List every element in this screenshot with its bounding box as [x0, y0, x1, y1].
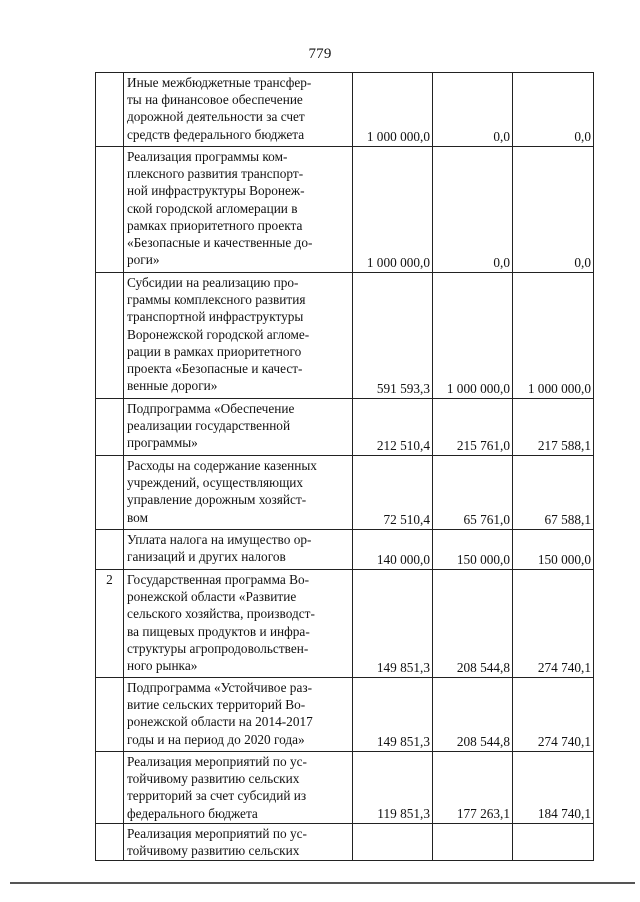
row-value-1-cell: 119 851,3 [353, 752, 433, 824]
row-value-2-cell: 208 544,8 [433, 570, 513, 678]
row-value-3-cell: 67 588,1 [513, 456, 594, 530]
row-description-cell: Государственная программа Во- ронежской области «Развитие сельского хозяйства, производст- ва пищевых продуктов и инфра- структуры агропродовольствен- ного рынка» [124, 570, 353, 678]
row-description-cell: Субсидии на реализацию про- граммы комплексного развития транспортной инфраструктуры Воронежской городской агломе- рации в рамках приоритетного проекта «Безопасные и качест- венные дороги» [124, 273, 353, 399]
row-value-1-cell: 212 510,4 [353, 399, 433, 456]
row-value-3-cell: 1 000 000,0 [513, 273, 594, 399]
row-index-cell [96, 530, 124, 570]
row-index-cell [96, 273, 124, 399]
row-value-2-cell: 0,0 [433, 73, 513, 147]
table-row [96, 147, 594, 273]
table-row [96, 530, 594, 570]
table-row [96, 399, 594, 456]
row-description-cell: Иные межбюджетные трансфер- ты на финансовое обеспечение дорожной деятельности за счет средств федерального бюджета [124, 73, 353, 147]
row-index-cell [96, 147, 124, 273]
row-value-2-cell: 0,0 [433, 147, 513, 273]
row-value-3-cell [513, 823, 594, 860]
row-value-2-cell: 1 000 000,0 [433, 273, 513, 399]
row-value-1-cell: 591 593,3 [353, 273, 433, 399]
row-index-cell [96, 823, 124, 860]
row-description-cell: Подпрограмма «Обеспечение реализации государственной программы» [124, 399, 353, 456]
row-description-cell: Подпрограмма «Устойчивое раз- витие сельских территорий Во- ронежской области на 2014-2017 годы и на период до 2020 года» [124, 678, 353, 752]
row-description-cell: Уплата налога на имущество ор- ганизаций и других налогов [124, 530, 353, 570]
row-description-cell: Реализация программы ком- плексного развития транспорт- ной инфраструктуры Воронеж- ской городской агломерации в рамках приоритетного проекта «Безопасные и качественные до- роги» [124, 147, 353, 273]
row-value-2-cell: 150 000,0 [433, 530, 513, 570]
budget-table-body [96, 73, 594, 861]
row-value-3-cell: 217 588,1 [513, 399, 594, 456]
row-value-3-cell: 0,0 [513, 147, 594, 273]
row-index-cell: 2 [96, 570, 124, 678]
row-value-1-cell: 1 000 000,0 [353, 147, 433, 273]
row-index-cell [96, 456, 124, 530]
row-value-3-cell: 274 740,1 [513, 678, 594, 752]
row-value-2-cell: 177 263,1 [433, 752, 513, 824]
row-value-1-cell: 149 851,3 [353, 678, 433, 752]
table-row [96, 752, 594, 824]
row-value-3-cell: 0,0 [513, 73, 594, 147]
table-row [96, 456, 594, 530]
row-value-1-cell: 1 000 000,0 [353, 73, 433, 147]
bottom-rule [10, 882, 635, 884]
table-row [96, 823, 594, 860]
row-value-2-cell: 215 761,0 [433, 399, 513, 456]
row-value-1-cell: 72 510,4 [353, 456, 433, 530]
budget-table [95, 72, 594, 861]
row-value-2-cell: 65 761,0 [433, 456, 513, 530]
row-value-2-cell [433, 823, 513, 860]
row-value-1-cell: 149 851,3 [353, 570, 433, 678]
row-index-cell [96, 678, 124, 752]
row-description-cell: Реализация мероприятий по ус- тойчивому развитию сельских [124, 823, 353, 860]
row-description-cell: Реализация мероприятий по ус- тойчивому развитию сельских территорий за счет субсидий из федерального бюджета [124, 752, 353, 824]
row-index-cell [96, 73, 124, 147]
table-row [96, 570, 594, 678]
row-value-1-cell [353, 823, 433, 860]
row-value-3-cell: 274 740,1 [513, 570, 594, 678]
row-value-3-cell: 150 000,0 [513, 530, 594, 570]
table-row [96, 678, 594, 752]
table-row [96, 273, 594, 399]
row-value-3-cell: 184 740,1 [513, 752, 594, 824]
page-number: 779 [308, 46, 332, 62]
row-description-cell: Расходы на содержание казенных учреждений, осуществляющих управление дорожным хозяйст- вом [124, 456, 353, 530]
row-index-cell [96, 399, 124, 456]
row-value-1-cell: 140 000,0 [353, 530, 433, 570]
row-index-cell [96, 752, 124, 824]
table-row [96, 73, 594, 147]
row-value-2-cell: 208 544,8 [433, 678, 513, 752]
